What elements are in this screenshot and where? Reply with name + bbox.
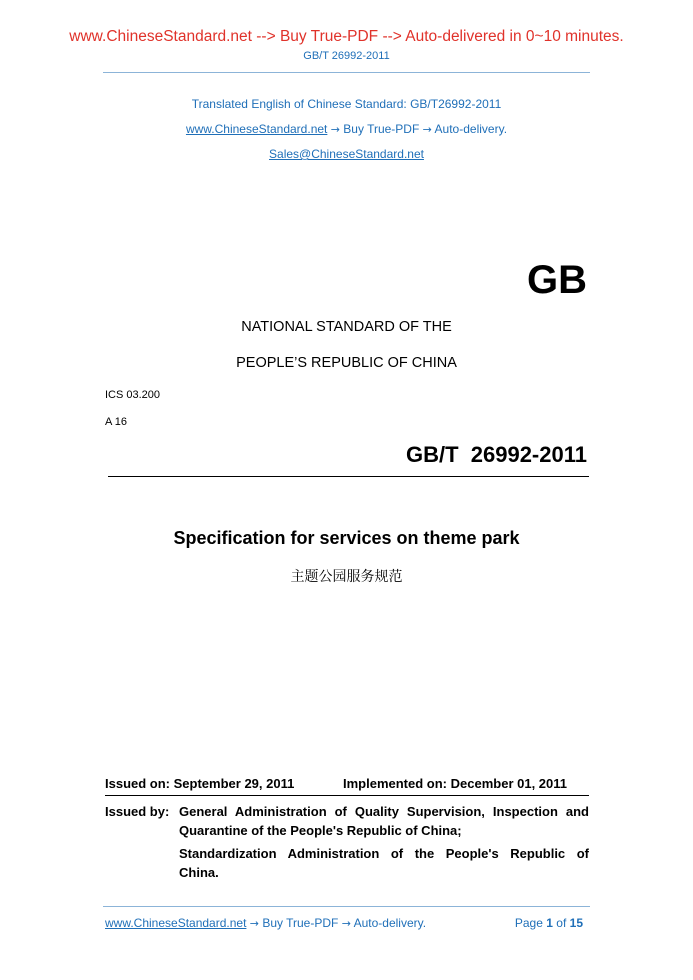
page-total: 15	[569, 916, 583, 930]
issuer2-line2: China.	[179, 865, 219, 880]
auto-delivery-text: Auto-delivery.	[434, 122, 508, 136]
header-divider	[103, 72, 590, 73]
issuer1-line2: Quarantine of the People's Republic of China;	[179, 823, 462, 838]
arrow-right-icon: →	[249, 917, 259, 930]
site-link[interactable]: www.ChineseStandard.net	[185, 122, 328, 136]
national-standard-line2: PEOPLE’S REPUBLIC OF CHINA	[236, 355, 457, 371]
sales-email-link[interactable]: Sales@ChineseStandard.net	[269, 147, 424, 161]
standard-number: GB/T 26992-2011	[405, 442, 587, 467]
implemented-on-label: Implemented on:	[343, 776, 448, 791]
implemented-on-date: December 01, 2011	[450, 776, 568, 791]
standard-number-rule	[108, 476, 589, 477]
of-label: of	[556, 916, 567, 930]
page-label: Page	[514, 916, 543, 930]
issued-on	[105, 776, 294, 791]
issuer1-line1: General Administration of Quality Supervision, Inspection and	[179, 804, 589, 819]
issuer2-line1: Standardization Administration of the People's Republic of	[179, 846, 589, 861]
issue-date-rule	[105, 795, 589, 796]
footer-auto-delivery: Auto-delivery.	[353, 916, 427, 930]
ics-code: ICS 03.200	[105, 389, 161, 401]
gb-mark: GB	[527, 258, 587, 302]
issued-on-label: Issued on:	[105, 776, 171, 791]
classification-code: A 16	[105, 416, 128, 428]
arrow-right-icon: →	[422, 123, 432, 136]
footer-site-link[interactable]: www.ChineseStandard.net	[105, 916, 247, 930]
issued-on-date: September 29, 2011	[173, 776, 295, 791]
buy-true-pdf-text: Buy True-PDF	[343, 122, 420, 136]
translated-line: Translated English of Chinese Standard: GB/T26992-2011	[191, 97, 502, 111]
page-number: 1	[546, 916, 553, 930]
title-english: Specification for services on theme park	[173, 528, 520, 548]
email-line	[0, 147, 693, 161]
footer-buy-true-pdf: Buy True-PDF	[262, 916, 339, 930]
arrow-right-icon: →	[341, 917, 351, 930]
issued-by-label: Issued by:	[105, 804, 170, 819]
arrow-right-icon: →	[330, 123, 340, 136]
title-chinese: 主题公园服务规范	[290, 569, 403, 585]
footer-divider	[103, 906, 590, 907]
intro-links-line	[0, 122, 693, 136]
header-doc-code: GB/T 26992-2011	[303, 50, 390, 62]
page-indicator	[515, 916, 583, 930]
implemented-on	[343, 776, 567, 791]
footer-links	[105, 916, 426, 930]
national-standard-line1: NATIONAL STANDARD OF THE	[241, 319, 452, 335]
header-banner[interactable]: www.ChineseStandard.net --> Buy True-PDF --> Auto-delivered in 0~10 minutes.	[69, 28, 624, 45]
